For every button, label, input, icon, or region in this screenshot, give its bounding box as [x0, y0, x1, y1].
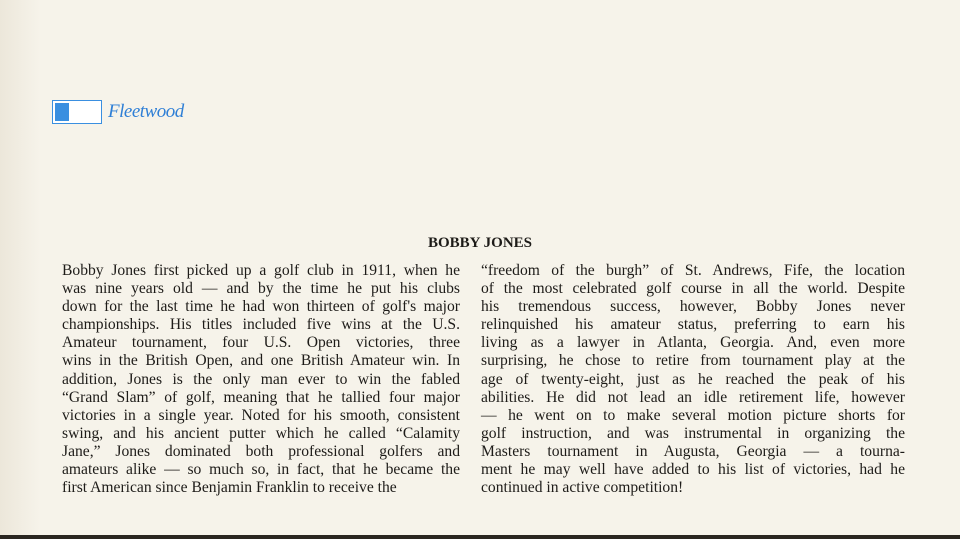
text-line: golf instruction, and was instrumental in organizing the [481, 424, 905, 442]
text-line: Amateur tournament, four U.S. Open victories, three [62, 334, 460, 352]
text-line: — he went on to make several motion picture shorts for [481, 406, 905, 424]
bottom-edge [0, 535, 960, 539]
envelope-edge [0, 0, 40, 539]
right-column [481, 262, 905, 497]
text-line: addition, Jones is the only man ever to win the fabled [62, 370, 460, 388]
text-line: Bobby Jones first picked up a golf club in 1911, when he [62, 262, 460, 279]
text-line: amateurs alike — so much so, in fact, that he became the [62, 461, 460, 479]
text-line: surprising, he chose to retire from tournament play at the [481, 352, 905, 370]
text-line: ment he may well have added to his list of victories, had he [481, 461, 905, 479]
text-line: championships. His titles included five wins at the U.S. [62, 316, 460, 334]
text-line: relinquished his amateur status, preferring to earn his [481, 316, 905, 334]
text-line: first American since Benjamin Franklin to receive the [62, 479, 397, 497]
text-line: his tremendous success, however, Bobby Jones never [481, 298, 905, 316]
text-line: living as a lawyer in Atlanta, Georgia. And, even more [481, 334, 905, 352]
logo-brand: Fleetwood [108, 101, 184, 122]
text-line: swing, and his ancient putter which he called “Calamity [62, 424, 460, 442]
left-column [62, 262, 460, 497]
text-line: of the most celebrated golf course in all the world. Despite [481, 280, 905, 298]
text-line: abilities. He did not lead an idle retirement life, however [481, 388, 905, 406]
text-line: Masters tournament in Augusta, Georgia — a tourna- [481, 442, 905, 460]
text-line: “Grand Slam” of golf, meaning that he tallied four major [62, 388, 460, 406]
text-line: Jane,” Jones dominated both professional golfers and [62, 442, 460, 460]
page-title: BOBBY JONES [427, 235, 533, 251]
logo-box-icon [52, 100, 102, 124]
text-line: “freedom of the burgh” of St. Andrews, Fife, the location [481, 262, 905, 279]
text-line: victories in a single year. Noted for his smooth, consistent [62, 406, 460, 424]
text-line: down for the last time he had won thirteen of golf's major [62, 298, 460, 316]
text-line: continued in active competition! [481, 479, 684, 497]
text-line: was nine years old — and by the time he put his clubs [62, 280, 460, 298]
text-line: age of twenty-eight, just as he reached the peak of his [481, 370, 905, 388]
text-line: wins in the British Open, and one British Amateur win. In [62, 352, 460, 370]
fleetwood-logo [52, 100, 184, 124]
